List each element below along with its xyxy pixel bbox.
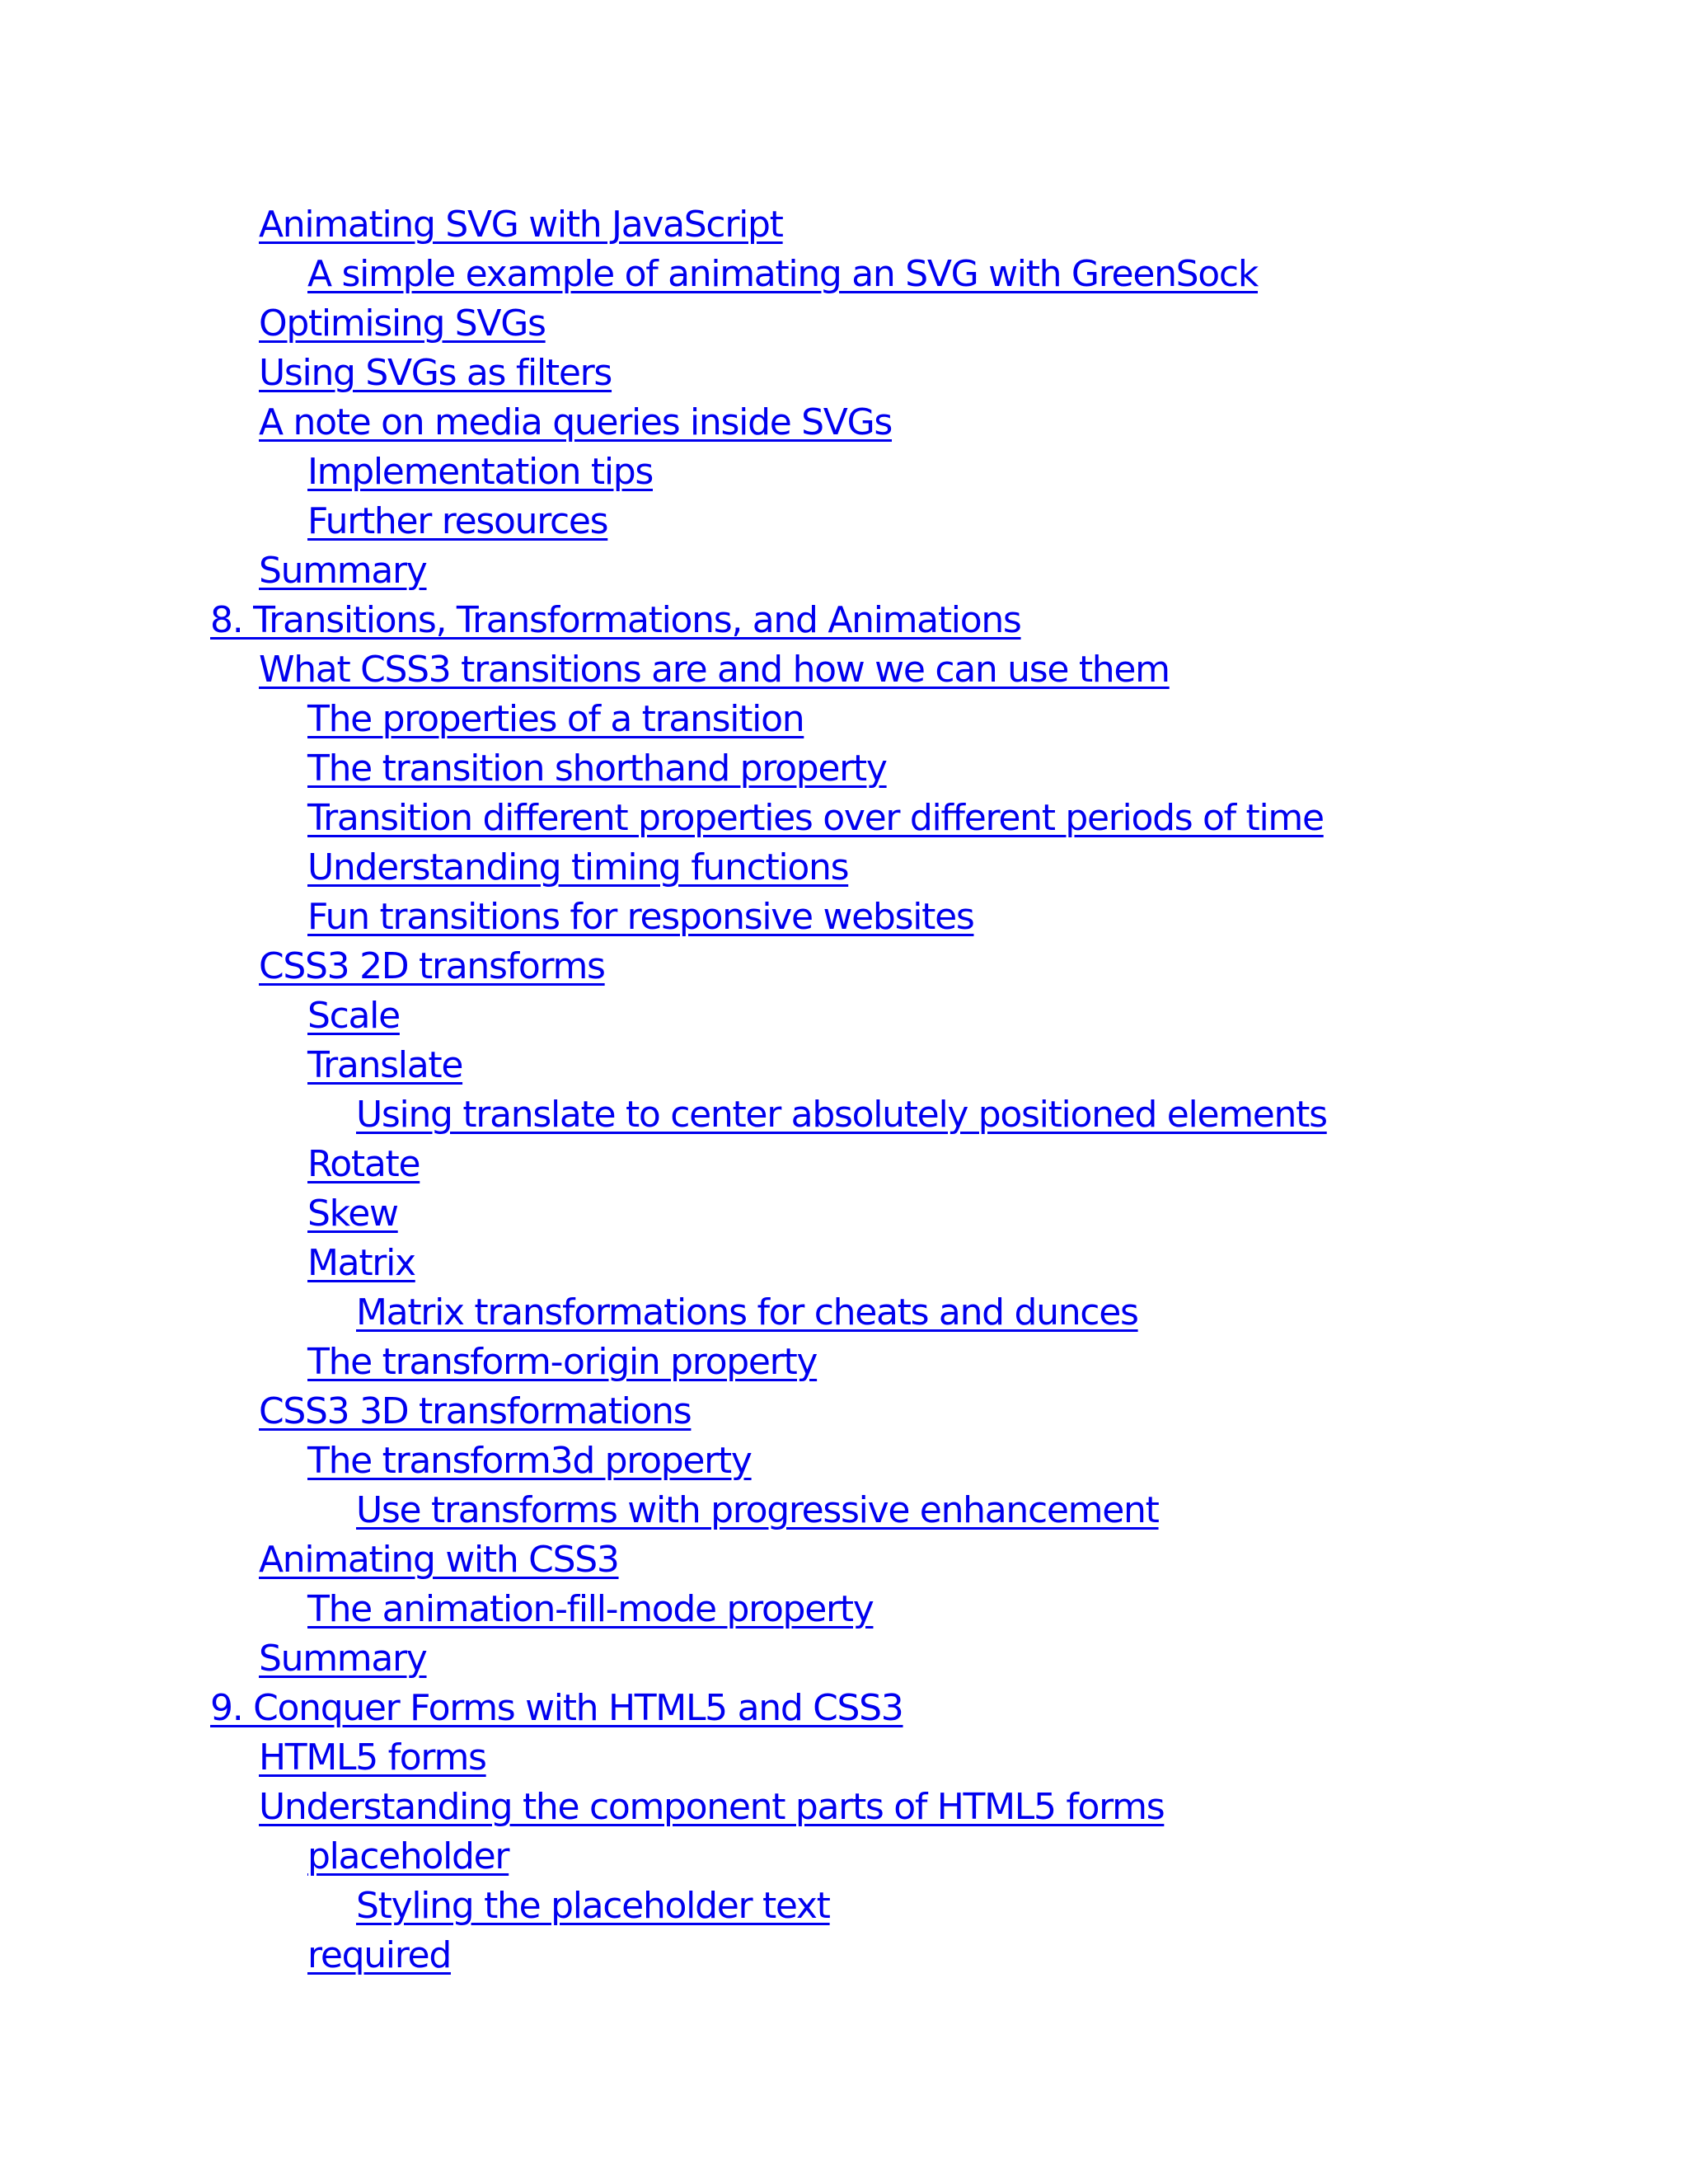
- toc-entry: [0, 1585, 1327, 1634]
- toc-entry: [0, 1634, 1327, 1684]
- toc-link[interactable]: CSS3 3D transformations: [259, 1390, 692, 1432]
- toc-link[interactable]: Matrix: [307, 1242, 415, 1284]
- toc-entry: [0, 1288, 1327, 1338]
- toc-link[interactable]: Matrix transformations for cheats and dunces: [356, 1291, 1138, 1333]
- toc-entry: [0, 1733, 1327, 1783]
- toc-chapter-entry: [0, 1684, 1327, 1733]
- toc-entry: [0, 1931, 1327, 1980]
- toc-entry: [0, 695, 1327, 744]
- toc-entry: [0, 1535, 1327, 1585]
- toc-link[interactable]: A note on media queries inside SVGs: [259, 401, 893, 443]
- toc-link[interactable]: Further resources: [307, 500, 608, 542]
- toc-link[interactable]: Summary: [259, 550, 427, 592]
- toc-link[interactable]: Transition different properties over different periods of time: [307, 797, 1324, 839]
- toc-link[interactable]: required: [307, 1934, 451, 1976]
- toc-entry: [0, 1189, 1327, 1239]
- toc-entry: [0, 546, 1327, 596]
- toc-entry: [0, 1140, 1327, 1189]
- toc-link[interactable]: Summary: [259, 1638, 427, 1680]
- toc-entry: [0, 250, 1327, 299]
- toc-entry: [0, 349, 1327, 398]
- toc-entry: [0, 991, 1327, 1041]
- toc-entry: [0, 398, 1327, 448]
- toc-link[interactable]: Understanding timing functions: [307, 846, 849, 888]
- toc-link[interactable]: The transform3d property: [307, 1440, 752, 1482]
- toc-link[interactable]: Use transforms with progressive enhancement: [356, 1489, 1159, 1531]
- toc-chapter-entry: [0, 596, 1327, 645]
- toc-link[interactable]: A simple example of animating an SVG with GreenSock: [307, 253, 1259, 295]
- toc-entry: [0, 1041, 1327, 1090]
- toc-chapter-link[interactable]: 8. Transitions, Transformations, and Animations: [210, 599, 1021, 641]
- toc-link[interactable]: Using SVGs as filters: [259, 352, 612, 394]
- toc-entry: [0, 1832, 1327, 1882]
- toc-entry: [0, 744, 1327, 794]
- toc-link[interactable]: The transition shorthand property: [307, 748, 887, 790]
- toc-link[interactable]: Implementation tips: [307, 451, 653, 493]
- toc-entry: [0, 1338, 1327, 1387]
- toc-entry: [0, 200, 1327, 250]
- toc-entry: [0, 1436, 1327, 1486]
- toc-link[interactable]: HTML5 forms: [259, 1736, 486, 1779]
- toc-link[interactable]: Fun transitions for responsive websites: [307, 896, 974, 938]
- toc-entry: [0, 1882, 1327, 1931]
- toc-link[interactable]: The properties of a transition: [307, 698, 804, 740]
- toc-link[interactable]: Optimising SVGs: [259, 302, 546, 344]
- toc-link[interactable]: Skew: [307, 1193, 398, 1235]
- toc-link[interactable]: What CSS3 transitions are and how we can use them: [259, 649, 1170, 691]
- toc-entry: [0, 1387, 1327, 1436]
- toc-link[interactable]: The animation-fill-mode property: [307, 1588, 874, 1630]
- toc-entry: [0, 645, 1327, 695]
- toc-link[interactable]: Translate: [307, 1044, 463, 1086]
- toc-link[interactable]: The transform-origin property: [307, 1341, 818, 1383]
- toc-entry: [0, 448, 1327, 497]
- toc-entry: [0, 497, 1327, 546]
- toc-link[interactable]: Understanding the component parts of HTML5 forms: [259, 1786, 1165, 1828]
- toc-link[interactable]: Animating SVG with JavaScript: [259, 204, 783, 246]
- toc-link[interactable]: Styling the placeholder text: [356, 1885, 830, 1927]
- toc-entry: [0, 942, 1327, 991]
- toc-entry: [0, 843, 1327, 893]
- toc-entry: [0, 299, 1327, 349]
- toc-entry: [0, 1090, 1327, 1140]
- table-of-contents: [0, 200, 1327, 1980]
- toc-link[interactable]: placeholder: [307, 1835, 509, 1877]
- toc-entry: [0, 794, 1327, 843]
- toc-link[interactable]: Rotate: [307, 1143, 420, 1185]
- toc-link[interactable]: Scale: [307, 995, 400, 1037]
- toc-link[interactable]: CSS3 2D transforms: [259, 945, 605, 987]
- toc-entry: [0, 1783, 1327, 1832]
- toc-link[interactable]: Using translate to center absolutely positioned elements: [356, 1094, 1327, 1136]
- toc-chapter-link[interactable]: 9. Conquer Forms with HTML5 and CSS3: [210, 1687, 903, 1729]
- toc-entry: [0, 1486, 1327, 1535]
- toc-entry: [0, 1239, 1327, 1288]
- toc-link[interactable]: Animating with CSS3: [259, 1539, 619, 1581]
- toc-entry: [0, 893, 1327, 942]
